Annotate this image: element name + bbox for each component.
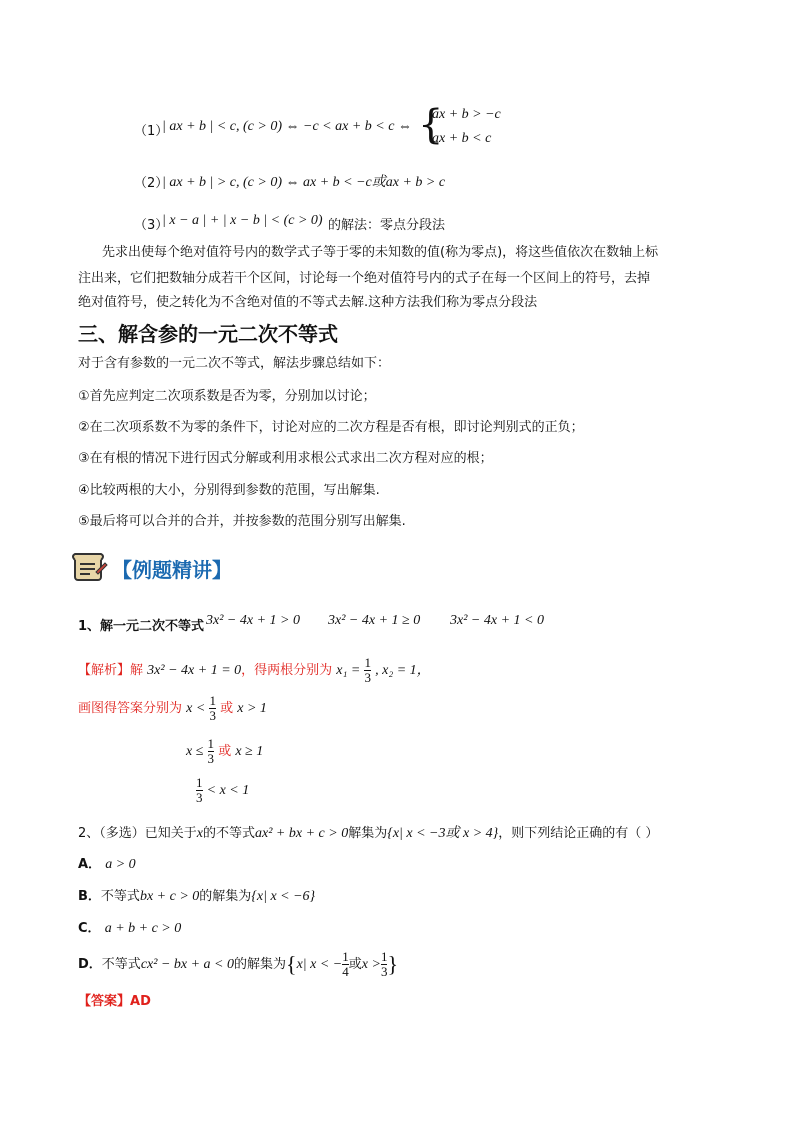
step-4: ④比较两根的大小，分别得到参数的范围，写出解集. xyxy=(78,483,380,498)
answer-2-pre: x ≤ xyxy=(186,744,204,759)
fraction-denominator: 3 xyxy=(207,751,215,766)
fraction-denominator: 3 xyxy=(209,708,216,723)
fraction-numerator: 1 xyxy=(380,949,388,964)
root-1-fraction xyxy=(364,656,371,685)
option-b xyxy=(78,885,315,905)
fraction-numerator: 1 xyxy=(207,736,215,751)
paragraph-line-2: 注出来，它们把数轴分成若干个区间，讨论每一个绝对值符号内的式子在每一个区间上的符号，去掉 xyxy=(78,271,651,286)
q1-answer-line-2 xyxy=(186,737,263,766)
q2-text-1: 的不等式 xyxy=(203,826,256,841)
answer-2-fraction xyxy=(208,737,215,766)
answer-tag: 【答案】 xyxy=(78,994,131,1009)
fraction-denominator: 3 xyxy=(380,964,388,979)
option-d-content: cx² − bx + a < 0 xyxy=(140,957,234,972)
rule-1-system-line-2: ax + b < c xyxy=(432,131,492,146)
step-5: ⑤最后将可以合并的合并，并按参数的范围分别写出解集. xyxy=(78,514,406,529)
analysis-tag: 【解析】 xyxy=(78,663,131,678)
set-brace-right: } xyxy=(387,951,398,977)
q1-answer-line-3 xyxy=(196,776,249,805)
root-1-lhs: x₁ = xyxy=(336,663,361,678)
step-1: ①首先应判定二次项系数是否为零，分别加以讨论； xyxy=(78,389,376,404)
section-3-heading: 三、解含参的一元二次不等式 xyxy=(78,322,338,346)
rule-2-number: （2） xyxy=(134,176,169,191)
option-a-content: a > 0 xyxy=(105,857,136,872)
q2-stem xyxy=(78,822,658,842)
q2-variable: x xyxy=(196,826,203,841)
fraction-denominator: 4 xyxy=(342,964,349,979)
option-b-content: bx + c > 0 xyxy=(139,889,200,904)
option-c-content: a + b + c > 0 xyxy=(104,921,182,936)
q2-answer xyxy=(78,990,151,1009)
step-3: ③在有根的情况下进行因式分解或利用求根公式求出二次方程对应的根； xyxy=(78,451,493,466)
analysis-solve-word: 解 xyxy=(130,663,144,678)
fraction-denominator: 3 xyxy=(364,670,371,685)
analysis-roots-text: ，得两根分别为 xyxy=(241,663,333,678)
paragraph-line-1: 先求出使每个绝对值符号内的数学式子等于零的未知数的值(称为零点)，将这些值依次在数轴上标 xyxy=(102,245,659,260)
step-2: ②在二次项系数不为零的条件下，讨论对应的二次方程是否有根，即讨论判别式的正负； xyxy=(78,420,584,435)
q1-label: 1、解一元二次不等式 xyxy=(78,619,205,634)
option-c xyxy=(78,917,181,937)
q1-analysis-line xyxy=(78,656,431,685)
analysis-equation: 3x² − 4x + 1 = 0 xyxy=(147,663,242,678)
q2-inequality: ax² + bx + c > 0 xyxy=(255,826,349,841)
option-b-post: 的解集为 xyxy=(199,889,252,904)
rule-3-method: 的解法：零点分段法 xyxy=(328,218,446,233)
answer-2-post: x ≥ 1 xyxy=(235,744,264,759)
q2-text-3: ，则下列结论正确的有（ ） xyxy=(498,826,659,841)
graph-text: 画图得答案分别为 xyxy=(78,701,183,716)
option-d xyxy=(78,950,398,979)
answer-1-or: 或 xyxy=(220,701,234,716)
paragraph-line-3: 绝对值符号，使之转化为不含绝对值的不等式去解.这种方法我们称为零点分段法 xyxy=(78,295,538,310)
q1-inequality-3: 3x² − 4x + 1 < 0 xyxy=(450,613,544,628)
q1-inequality-2: 3x² − 4x + 1 ≥ 0 xyxy=(328,613,421,628)
answer-value: AD xyxy=(130,994,151,1009)
rule-3-number: （3） xyxy=(134,218,169,233)
fraction-numerator: 1 xyxy=(364,655,371,670)
option-b-set: {x| x < −6} xyxy=(251,889,316,904)
fraction-numerator: 1 xyxy=(196,775,203,790)
q1-inequality-1: 3x² − 4x + 1 > 0 xyxy=(206,613,300,628)
option-d-or: 或 xyxy=(348,957,362,972)
q2-label: 2、（多选）已知关于 xyxy=(78,826,197,841)
option-d-post: 的解集为 xyxy=(234,957,287,972)
fraction-numerator: 1 xyxy=(342,949,349,964)
set-brace-left: { xyxy=(286,951,297,977)
examples-header: 【例题精讲】 xyxy=(112,558,232,582)
q1-answer-line-1 xyxy=(78,694,267,723)
option-b-pre: 不等式 xyxy=(100,889,140,904)
option-a xyxy=(78,853,136,873)
option-a-letter: A． xyxy=(78,857,102,872)
option-d-letter: D． xyxy=(78,957,102,972)
option-d-pre: 不等式 xyxy=(101,957,141,972)
scroll-icon xyxy=(72,550,108,586)
answer-3-fraction xyxy=(196,776,203,805)
section-3-intro: 对于含有参数的一元二次不等式，解法步骤总结如下： xyxy=(78,356,391,371)
option-d-set-pre: x| x < − xyxy=(296,957,343,972)
fraction-denominator: 3 xyxy=(196,790,203,805)
rule-1-system-line-1: ax + b > −c xyxy=(432,107,501,122)
option-d-set-mid: x > xyxy=(361,957,381,972)
system-brace: { xyxy=(418,102,444,148)
answer-1-fraction xyxy=(209,694,216,723)
answer-2-or: 或 xyxy=(218,744,232,759)
answer-1-pre: x < xyxy=(186,701,206,716)
answer-1-post: x > 1 xyxy=(237,701,267,716)
rule-1-number: （1） xyxy=(134,124,169,139)
root-2: , x₂ = 1， xyxy=(375,663,431,678)
option-b-letter: B． xyxy=(78,889,101,904)
fraction-numerator: 1 xyxy=(209,693,216,708)
q2-text-2: 解集为 xyxy=(348,826,388,841)
answer-3-post: < x < 1 xyxy=(206,783,250,798)
rule-3-expression: | x − a | + | x − b | < (c > 0) xyxy=(162,213,323,228)
option-c-letter: C． xyxy=(78,921,101,936)
rule-1-expression: | ax + b | < c, (c > 0) ⇔ −c < ax + b < c ⇔ xyxy=(162,119,412,134)
rule-2-expression: | ax + b | > c, (c > 0) ⇔ ax + b < −c或ax + b > c xyxy=(162,175,446,190)
q2-solution-set: {x| x < −3或 x > 4} xyxy=(387,826,499,841)
